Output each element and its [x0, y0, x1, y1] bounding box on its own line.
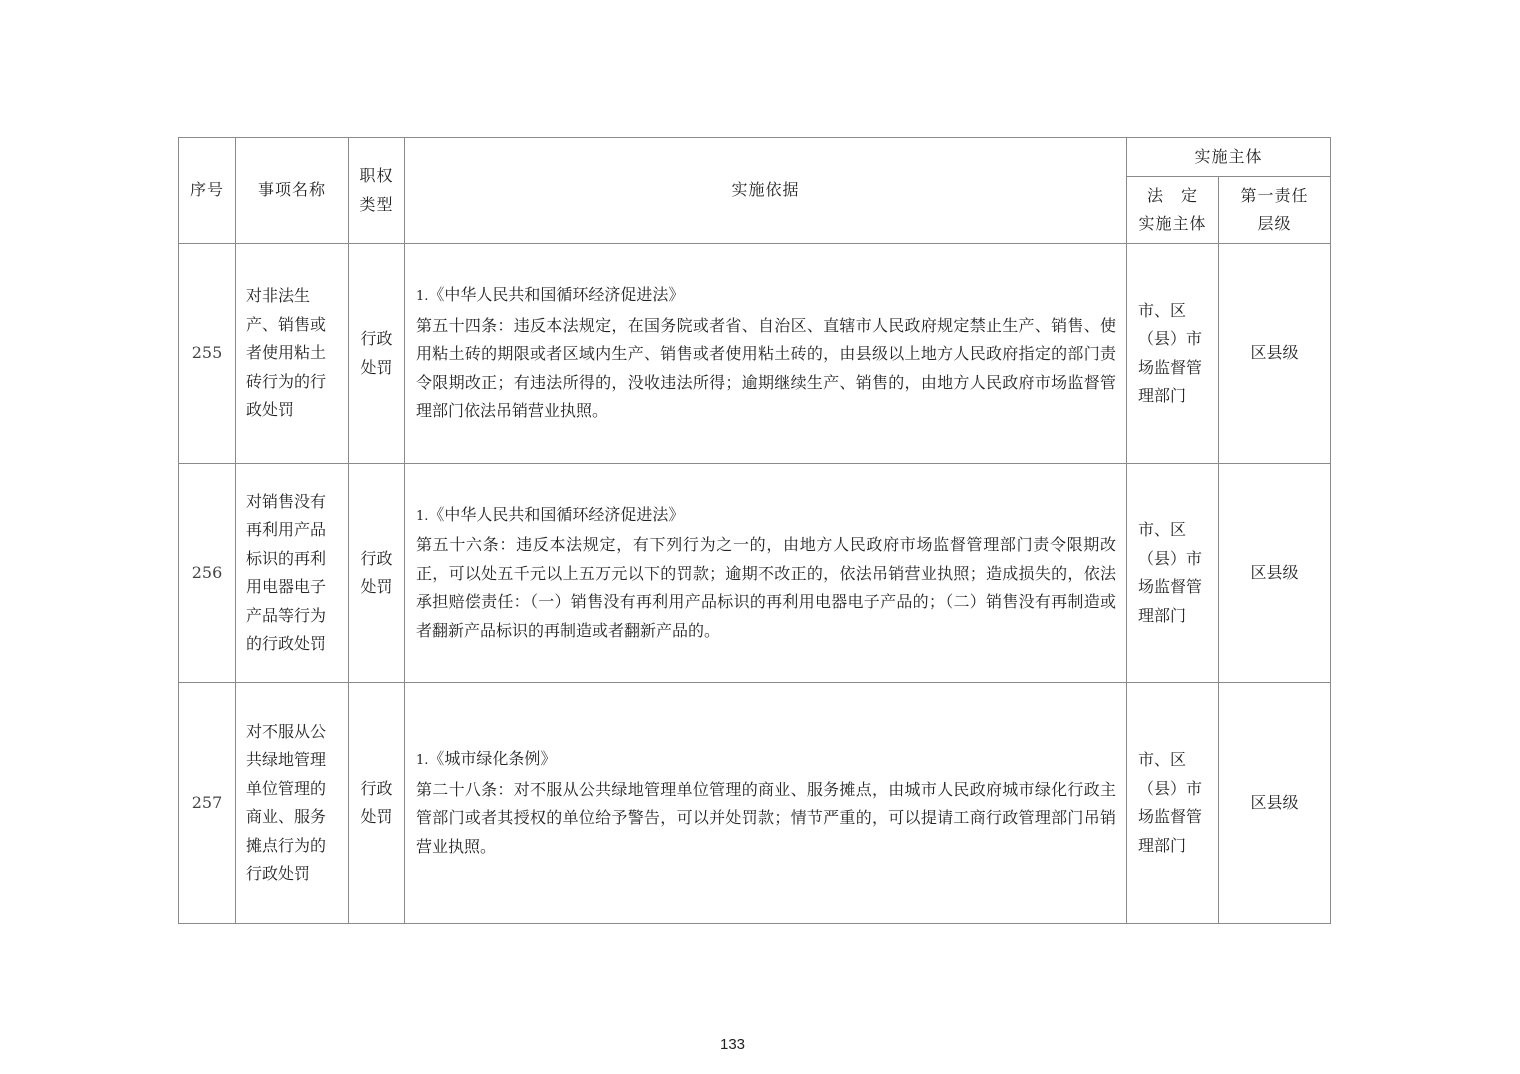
- header-basis: 实施依据: [405, 138, 1127, 244]
- page-number: 133: [719, 1036, 746, 1053]
- row-legal-subject: 市、区（县）市场监督管理部门: [1127, 464, 1219, 683]
- row-seq: 256: [179, 464, 236, 683]
- header-item-name: 事项名称: [236, 138, 349, 244]
- basis-article-text: 第五十四条：违反本法规定，在国务院或者省、自治区、直辖市人民政府规定禁止生产、销售、使用粘土砖的期限或者区域内生产、销售或者使用粘土砖的，由县级以上地方人民政府指定的部门责令限期改正；有违法所得的，没收违法所得；逾期继续生产、销售的，由地方人民政府市场监督管理部门依法吊销营业执照。: [416, 315, 1116, 421]
- basis-number: 1.: [416, 753, 429, 768]
- table-row: [179, 683, 1331, 924]
- header-authority-type-line1: 职权: [359, 166, 394, 185]
- authority-list-table: [178, 137, 1331, 924]
- table-header: [179, 138, 1331, 244]
- header-responsibility-level: [1219, 177, 1331, 244]
- row-item-name: 对非法生产、销售或者使用粘土砖行为的行政处罚: [236, 244, 349, 464]
- header-authority-type-line2: 类型: [359, 194, 394, 214]
- row-basis: [405, 244, 1127, 464]
- basis-number: 1.: [416, 289, 429, 305]
- row-responsibility-level: 区县级: [1219, 244, 1331, 464]
- basis-title: [416, 281, 1116, 312]
- header-legal-subject: [1127, 177, 1219, 244]
- row-authority-type: 行政处罚: [349, 244, 405, 464]
- header-legal-subject-line1: 法 定: [1146, 185, 1198, 205]
- header-legal-subject-line2: 实施主体: [1138, 214, 1207, 233]
- row-legal-subject: 市、区（县）市场监督管理部门: [1127, 683, 1219, 924]
- basis-article-text: 第二十八条：对不服从公共绿地管理单位管理的商业、服务摊点，由城市人民政府城市绿化行政主管部门或者其授权的单位给予警告，可以并处罚款；情节严重的，可以提请工商行政管理部门吊销营业执照。: [416, 779, 1116, 856]
- row-authority-type: 行政处罚: [349, 683, 405, 924]
- table-row: [179, 244, 1331, 464]
- row-responsibility-level: 区县级: [1219, 464, 1331, 683]
- row-seq: 257: [179, 683, 236, 924]
- basis-law-name: 《中华人民共和国循环经济促进法》: [428, 285, 685, 305]
- row-seq: 255: [179, 244, 236, 464]
- basis-title: [416, 745, 1116, 776]
- row-basis: [405, 683, 1127, 924]
- table-row: [179, 464, 1331, 683]
- header-authority-type: [349, 138, 405, 244]
- basis-title: [416, 501, 1116, 532]
- basis-law-name: 《中华人民共和国循环经济促进法》: [428, 504, 685, 524]
- header-subject-group: 实施主体: [1127, 138, 1331, 177]
- basis-article-text: 第五十六条：违反本法规定，有下列行为之一的，由地方人民政府市场监督管理部门责令限期改正，可以处五千元以上五万元以下的罚款；逾期不改正的，依法吊销营业执照；造成损失的，依法承担赔偿责任：（一）销售没有再利用产品标识的再利用电器电子产品的；（二）销售没有再制造或者翻新产品标识的再制造或者翻新产品的。: [416, 535, 1116, 640]
- header-responsibility-level-line1: 第一责任: [1240, 185, 1309, 205]
- basis-number: 1.: [416, 508, 429, 524]
- row-basis: [405, 464, 1127, 683]
- table-body: [179, 244, 1331, 924]
- row-responsibility-level: 区县级: [1219, 683, 1331, 924]
- header-responsibility-level-line2: 层级: [1257, 214, 1292, 233]
- basis-law-name: 《城市绿化条例》: [428, 749, 557, 768]
- row-authority-type: 行政处罚: [349, 464, 405, 683]
- row-legal-subject: 市、区（县）市场监督管理部门: [1127, 244, 1219, 464]
- header-seq: 序号: [179, 138, 236, 244]
- row-item-name: 对销售没有再利用产品标识的再利用电器电子产品等行为的行政处罚: [236, 464, 349, 683]
- row-item-name: 对不服从公共绿地管理单位管理的商业、服务摊点行为的行政处罚: [236, 683, 349, 924]
